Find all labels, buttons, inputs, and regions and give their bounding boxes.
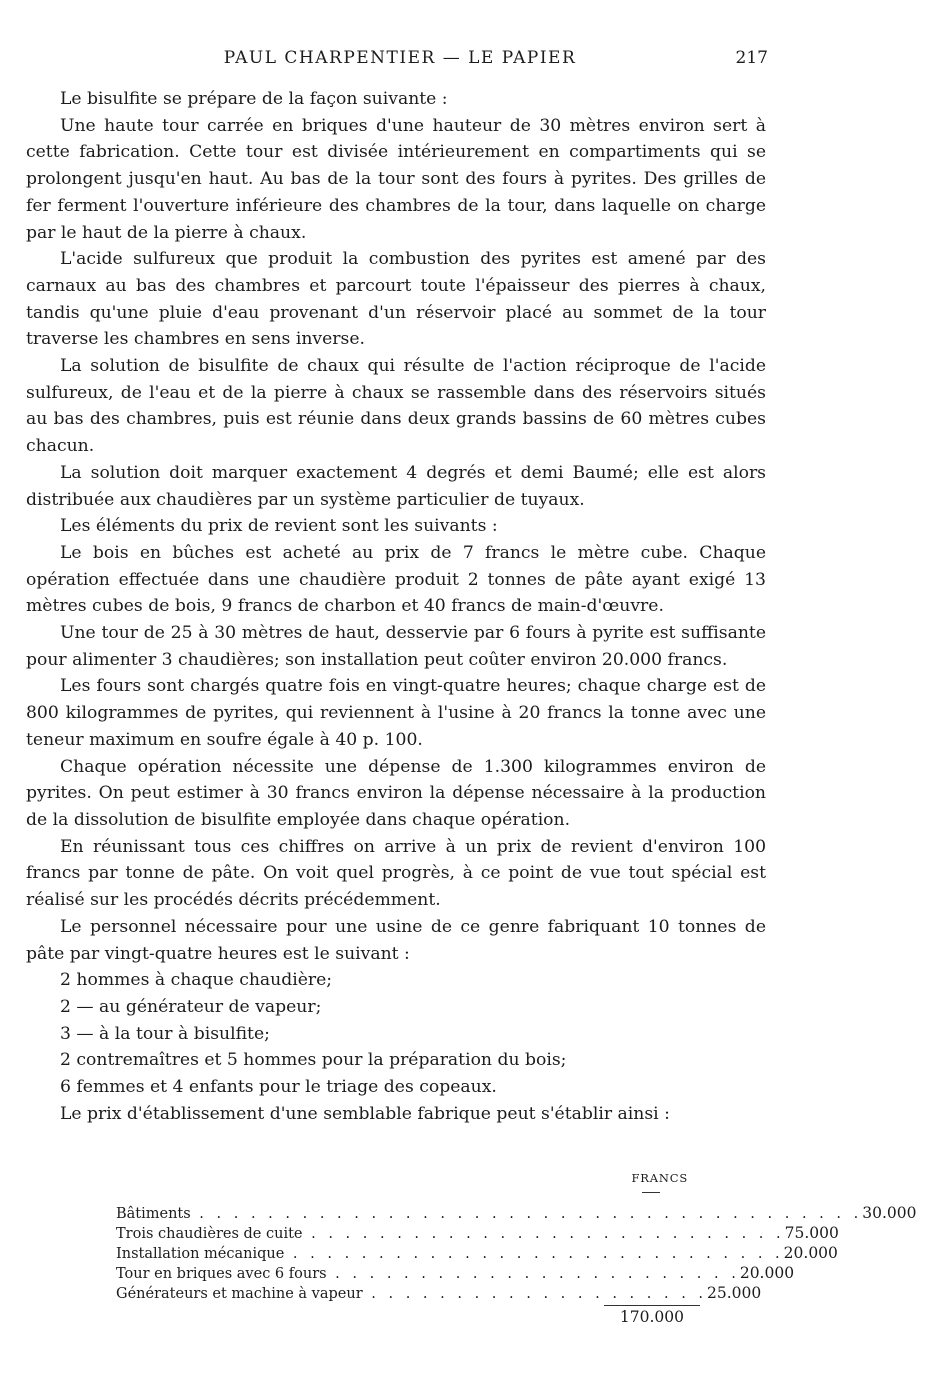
paragraph-staff: Le personnel nécessaire pour une usine de ce genre fabriquant 10 tonnes de pâte par vingt-quatre heures est le suivant : xyxy=(26,916,766,964)
table-row xyxy=(116,1223,839,1243)
row-label: Trois chaudières de cuite . . . . . . . . . . . . . . . . . . . . . . . . . . . . xyxy=(116,1226,785,1242)
list-item xyxy=(26,1047,766,1074)
paragraph-solution: La solution de bisulfite de chaux qui résulte de l'action réciproque de l'acide sulfureux, de l'eau et de la pierre à chaux se rassemble dans des réservoirs situés au bas des chambres, puis est réunie dans deux grands bassins de 60 mètres cubes chacun. xyxy=(26,356,766,457)
page-number: 217 xyxy=(735,48,768,68)
row-label: Tour en briques avec 6 fours . . . . . . . . . . . . . . . . . . . . . . . . xyxy=(116,1266,740,1282)
body-text xyxy=(26,86,766,1127)
table-row xyxy=(116,1283,762,1303)
staff-count: 2 xyxy=(60,970,71,991)
list-item xyxy=(26,994,766,1021)
staff-count: 3 xyxy=(60,1023,71,1044)
row-amount: 30.000 xyxy=(862,1204,917,1222)
staff-count: 6 xyxy=(60,1077,71,1098)
row-amount: 20.000 xyxy=(783,1244,838,1262)
row-label: Installation mécanique . . . . . . . . . . . . . . . . . . . . . . . . . . . . . xyxy=(116,1246,784,1262)
staff-text: contremaîtres et 5 hommes pour la préparation du bois; xyxy=(76,1050,567,1071)
staff-text: hommes à chaque chaudière; xyxy=(76,970,333,991)
staff-text: — au générateur de vapeur; xyxy=(76,996,322,1017)
list-item xyxy=(26,1021,766,1048)
paragraph-intro: Le bisulfite se prépare de la façon suivante : xyxy=(60,89,448,109)
staff-count: 2 xyxy=(60,996,71,1017)
table-row xyxy=(116,1263,795,1283)
row-amount: 25.000 xyxy=(707,1284,762,1302)
running-title: PAUL CHARPENTIER — LE PAPIER xyxy=(223,48,577,68)
row-amount: 20.000 xyxy=(739,1264,795,1282)
paragraph-closing: Le prix d'établissement d'une semblable fabrique peut s'établir ainsi : xyxy=(60,1103,670,1124)
paragraph-tower-cost: Une tour de 25 à 30 mètres de haut, desservie par 6 fours à pyrite est suffisante pour alimenter 3 chaudières; son installation peut coûter environ 20.000 francs. xyxy=(26,623,766,670)
paragraph-baume: La solution doit marquer exactement 4 degrés et demi Baumé; elle est alors distribuée aux chaudières par un système particulier de tuyaux. xyxy=(26,462,766,510)
paragraph-ovens: Les fours sont chargés quatre fois en vingt-quatre heures; chaque charge est de 800 kilogrammes de pyrites, qui reviennent à l'usine à 20 francs la tonne avec une teneur maximum en soufre égale à 40 p. 100. xyxy=(26,676,766,750)
paragraph-summary: En réunissant tous ces chiffres on arrive à un prix de revient d'environ 100 francs par tonne de pâte. On voit quel progrès, à ce point de vue tout spécial est réalisé sur les procédés décrits précédemment. xyxy=(26,836,766,911)
paragraph-acid: L'acide sulfureux que produit la combustion des pyrites est amené par des carnaux au bas des chambres et parcourt toute l'épaisseur des pierres à chaux, tandis qu'une pluie d'eau provenant d'un réservoir placé au sommet de la tour traverse les chambres en sens inverse. xyxy=(26,249,766,350)
paragraph-cost-elements: Les éléments du prix de revient sont les suivants : xyxy=(60,516,498,537)
table-row xyxy=(116,1243,838,1263)
row-amount: 75.000 xyxy=(784,1224,839,1242)
column-header-francs: FRANCS xyxy=(631,1171,688,1185)
header-rule xyxy=(642,1192,660,1193)
paragraph-wood: Le bois en bûches est acheté au prix de 7 francs le mètre cube. Chaque opération effectuée dans une chaudière produit 2 tonnes de pâte ayant exigé 13 mètres cubes de bois, 9 francs de charbon et 40 francs de main-d'œuvre. xyxy=(26,542,766,617)
paragraph-tower: Une haute tour carrée en briques d'une hauteur de 30 mètres environ sert à cette fabrication. Cette tour est divisée intérieurement en compartiments qui se prolongent jusqu'en haut. Au bas de la tour sont des fours à pyrites. Des grilles de fer ferment l'ouverture inférieure des chambres de la tour, dans laquelle on charge par le haut de la pierre à chaux. xyxy=(26,115,766,243)
running-head xyxy=(0,44,800,74)
list-item xyxy=(26,1074,766,1101)
paragraph-operation: Chaque opération nécessite une dépense de 1.300 kilogrammes environ de pyrites. On peut estimer à 30 francs environ la dépense nécessaire à la production de la dissolution de bisulfite employée dans chaque opération. xyxy=(26,756,766,830)
cost-table xyxy=(116,1168,917,1328)
total-amount: 170.000 xyxy=(619,1308,684,1326)
staff-count: 2 xyxy=(60,1050,71,1071)
staff-text: — à la tour à bisulfite; xyxy=(76,1023,270,1044)
staff-text: femmes et 4 enfants pour le triage des copeaux. xyxy=(76,1077,497,1098)
row-label: Bâtiments . . . . . . . . . . . . . . . . . . . . . . . . . . . . . . . . . . . . . . . xyxy=(116,1206,863,1222)
row-label: Générateurs et machine à vapeur . . . . . . . . . . . . . . . . . . . . xyxy=(116,1286,708,1302)
list-item xyxy=(26,967,766,994)
table-row xyxy=(116,1203,917,1223)
